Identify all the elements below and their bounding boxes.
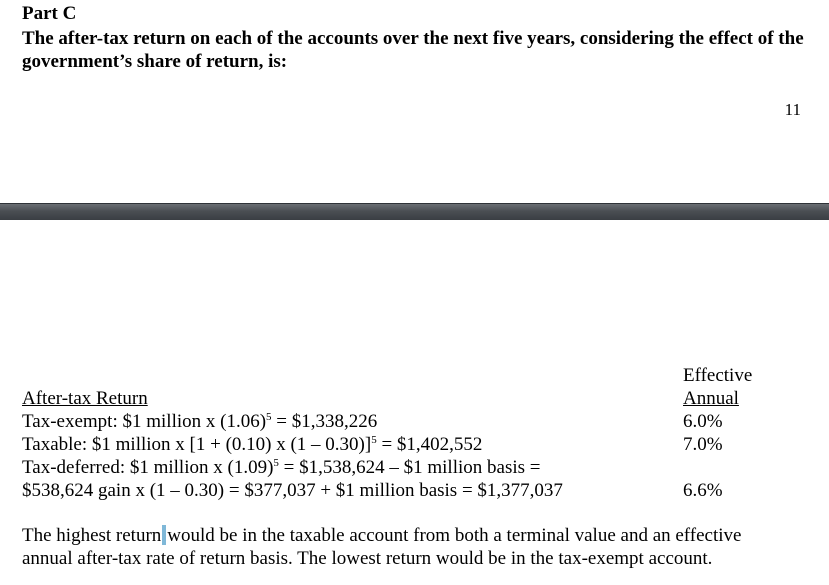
conclusion-text xyxy=(22,524,741,570)
row-taxable: Taxable: $1 million x [1 + (0.10) x (1 – 0.30)]$^5$ = $1,402,552 xyxy=(22,434,483,455)
rate-taxable: 7.0% xyxy=(683,434,723,455)
rate-tax-exempt: 6.0% xyxy=(683,411,723,432)
part-heading: Part C xyxy=(22,3,77,24)
row-tax-deferred: Tax-deferred: $1 million x $(1.09)^5$ = $1,538,624 – $1 million basis = xyxy=(22,457,541,478)
row-tax-exempt: Tax-exempt: $1 million x $(1.06)^5$ = $1,338,226 xyxy=(22,411,378,432)
intro-text: The after-tax return on each of the accounts over the next five years, considering the effect of the government’s share of return, is: xyxy=(22,28,804,72)
row-tax-deferred-gain: $538,624 gain x (1 – 0.30) = $377,037 + $1 million basis = $1,377,037 xyxy=(22,480,563,501)
page-number: 11 xyxy=(784,100,801,119)
effective-header: Effective xyxy=(683,365,753,386)
page-break-divider xyxy=(0,203,829,220)
text-cursor xyxy=(162,525,166,545)
conclusion-line-2: annual after-tax rate of return basis. The lowest return would be in the tax-exempt account. xyxy=(22,548,713,569)
annual-header: Annual xyxy=(683,388,739,409)
rate-tax-deferred: 6.6% xyxy=(683,480,723,501)
after-tax-return-header: After-tax Return xyxy=(22,388,148,409)
conclusion-line-1: The highest return would be in the taxable account from both a terminal value and an effective xyxy=(22,525,742,546)
